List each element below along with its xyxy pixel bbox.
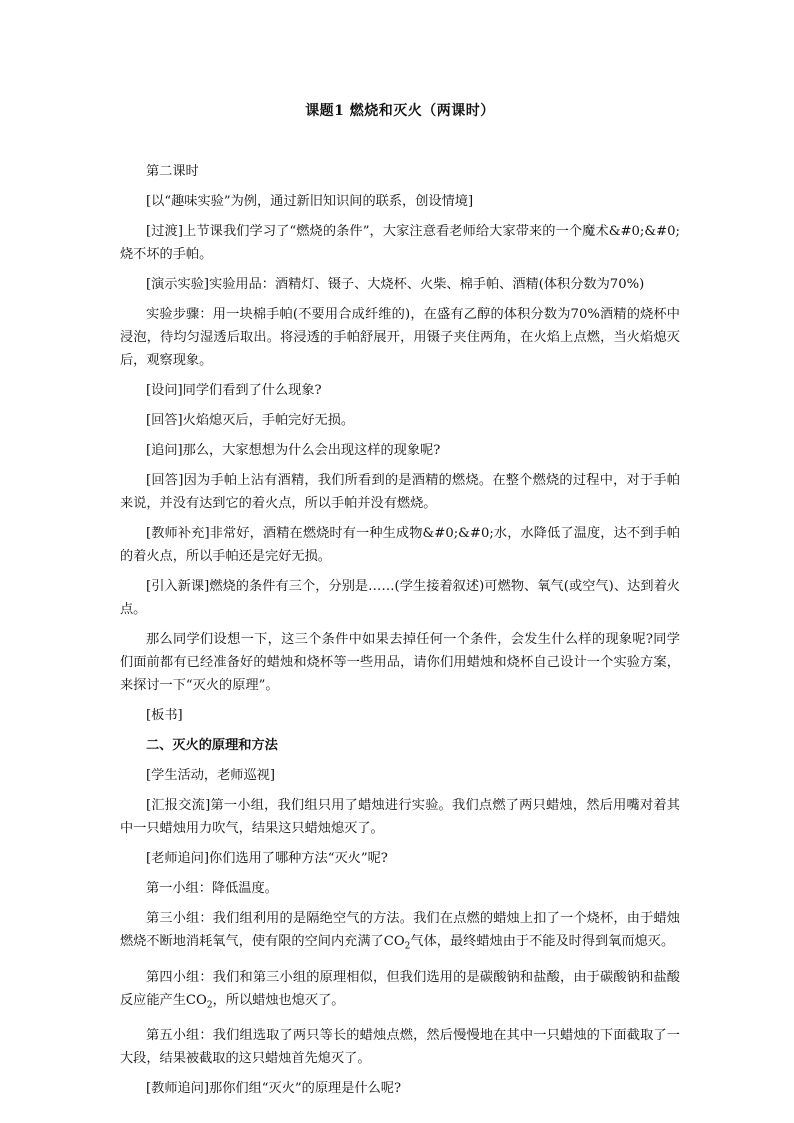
paragraph-board: [板书] xyxy=(146,708,183,723)
paragraph-group4 xyxy=(120,966,680,1018)
paragraph-intro: [以“趣味实验”为例，通过新旧知识间的联系，创设情境] xyxy=(146,194,474,209)
group4-text-after: ，所以蜡烛也熄灭了。 xyxy=(212,992,345,1008)
paragraph-student-activity: [学生活动，老师巡视] xyxy=(146,768,275,783)
paragraph-thinking: 那么同学们设想一下，这三个条件中如果去掉任何一个条件，会发生什么样的现象呢?同学们面前都有已经准备好的蜡烛和烧杯等一些用品，请你们用蜡烛和烧杯自己设计一个实验方案，来探讨一下“灭火的原理”。 xyxy=(120,632,680,693)
group4-subscript: 2 xyxy=(206,1000,213,1011)
group3-text-after: 气体，最终蜡烛由于不能及时得到氧而熄灭。 xyxy=(410,934,675,949)
paragraph-transition: [过渡]上节课我们学习了“燃烧的条件”，大家注意看老师给大家带来的一个魔术&#0;&#0;烧不坏的手帕。 xyxy=(120,224,680,262)
paragraph-teacher-ask-2: [教师追问]那你们组“灭火”的原理是什么呢? xyxy=(146,1081,402,1097)
group3-subscript: 2 xyxy=(404,941,411,952)
group4-text-before: 第四小组：我们和第三小组的原理相似，但我们选用的是碳酸钠和盐酸，由于碳酸钠和盐酸反应能产生CO xyxy=(120,969,680,1008)
paragraph-demo-steps: 实验步骤：用一块棉手帕(不要用合成纤维的)，在盛有乙醇的体积分数为70%酒精的烧杯中浸泡，待均匀湿透后取出。将浸透的手帕舒展开，用镊子夹住两角，在火焰上点燃，当火焰熄灭后，观察现象。 xyxy=(120,307,680,368)
paragraph-answer-2: [回答]因为手帕上沾有酒精，我们所看到的是酒精的燃烧。在整个燃烧的过程中，对于手帕来说，并没有达到它的着火点，所以手帕并没有燃烧。 xyxy=(120,473,680,511)
document-title: 课题1 燃烧和灭火（两课时） xyxy=(305,103,495,119)
paragraph-teacher-supplement: [教师补充]非常好，酒精在燃烧时有一种生成物&#0;&#0;水，水降低了温度，达不到手帕的着火点，所以手帕还是完好无损。 xyxy=(120,526,680,564)
paragraph-demo-materials: [演示实验]实验用品：酒精灯、镊子、大烧杯、火柴、棉手帕、酒精(体积分数为70%) xyxy=(146,277,645,292)
paragraph-followup: [追问]那么，大家想想为什么会出现这样的现象呢? xyxy=(146,443,441,458)
paragraph-teacher-ask: [老师追问]你们选用了哪种方法“灭火”呢? xyxy=(146,851,388,866)
group3-text-before: 第三小组：我们组利用的是隔绝空气的方法。我们在点燃的蜡烛上扣了一个烧杯，由于蜡烛燃烧不断地消耗氧气，使有限的空间内充满了CO xyxy=(120,911,680,949)
paragraph-question: [设问]同学们看到了什么现象? xyxy=(146,383,322,398)
section-heading: 二、灭火的原理和方法 xyxy=(146,738,278,753)
paragraph-group1-method: 第一小组：降低温度。 xyxy=(146,881,278,896)
document-page xyxy=(120,100,680,1107)
paragraph-group3 xyxy=(120,907,680,959)
paragraph-report-group1: [汇报交流]第一小组，我们组只用了蜡烛进行实验。我们点燃了两只蜡烛，然后用嘴对着其中一只蜡烛用力吹气，结果这只蜡烛熄灭了。 xyxy=(120,798,680,836)
paragraph-new-lesson: [引入新课]燃烧的条件有三个，分别是……(学生接着叙述)可燃物、氧气(或空气)、达到着火点。 xyxy=(120,579,680,617)
paragraph-answer-1: [回答]火焰熄灭后，手帕完好无损。 xyxy=(146,413,355,428)
paragraph-lesson: 第二课时 xyxy=(146,164,199,179)
paragraph-group5: 第五小组：我们组选取了两只等长的蜡烛点燃，然后慢慢地在其中一只蜡烛的下面截取了一大段，结果被截取的这只蜡烛首先熄灭了。 xyxy=(120,1028,680,1067)
